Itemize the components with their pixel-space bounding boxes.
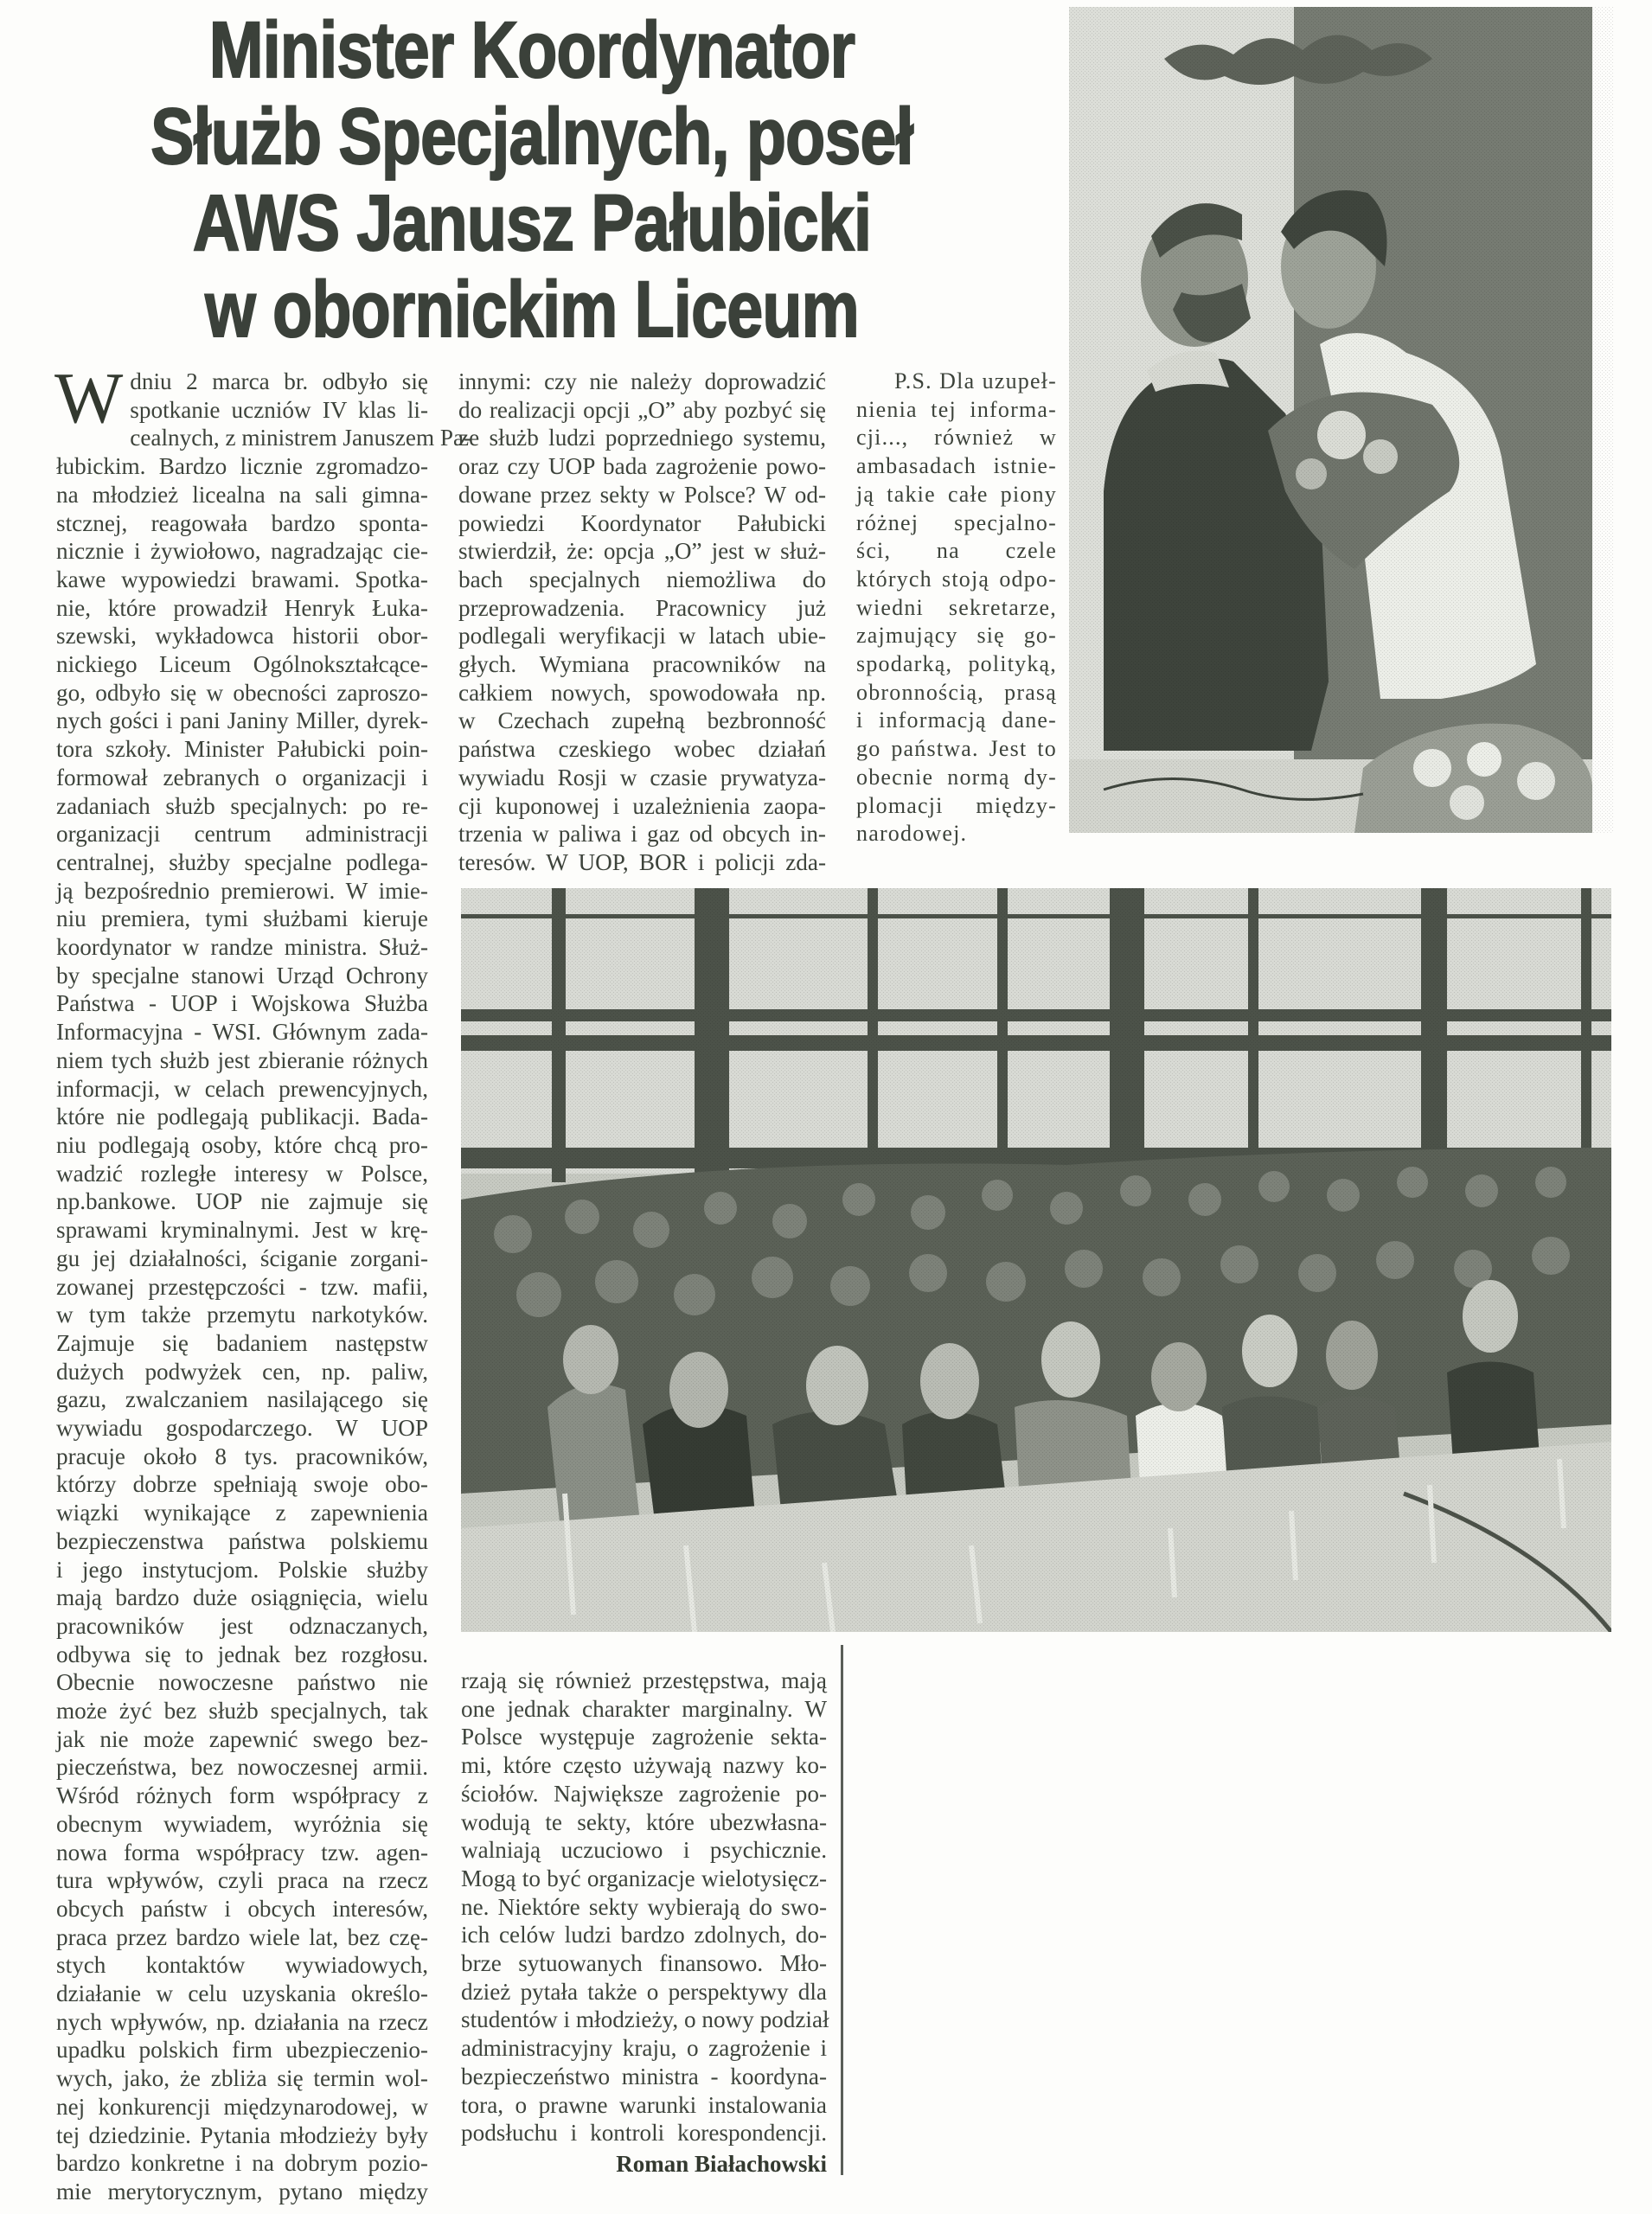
column-2-line: teresów. W UOP, BOR i policji zda- [458,848,826,875]
postscript-line: nienia tej informa- [856,396,1057,422]
column-2-line: państwa czeskiego wobec działań [458,736,826,763]
column-1-line: upadku polskich firm ubezpieczenio- [56,2037,428,2064]
column-1-line: wywiadu gospodarczego. W UOP [56,1415,428,1442]
column-1-line: nej konkurencji międzynarodowej, w [56,2093,428,2120]
column-1-line: koordynator w randze ministra. Służ- [56,934,428,961]
article-column-2-bottom [461,1667,827,2179]
postscript-line: plomacji między- [856,792,1057,818]
postscript-line: obecnie normą dy- [856,764,1057,790]
column-1-line: jak nie może zapewnić swego bez- [56,1725,428,1752]
column-1-line: i jego instytucjom. Polskie służby [56,1556,428,1583]
column-1-line: tura wpływów, czyli praca na rzecz [56,1867,428,1894]
column-1-line: niu podlegają osoby, które chcą pro- [56,1131,428,1158]
column-2-bottom-line: ich celów ludzi bardzo zdolnych, do- [461,1922,827,1948]
postscript-column [856,368,1057,848]
column-1-line: w tym także przemytu narkotyków. [56,1302,428,1328]
column-1-line: może żyć bez służb specjalnych, tak [56,1698,428,1724]
column-2-line: do realizacji opcji „O” aby pozbyć się [458,396,826,423]
column-1-line: mie merytorycznym, pytano między [56,2179,428,2204]
column-2-line: w Czechach zupełną bezbronność [458,707,826,734]
postscript-line: których stoją odpo- [856,566,1057,592]
postscript-line: narodowej. [856,821,968,847]
column-1-line: wiązki wynikające z zapewnienia [56,1500,428,1526]
column-1-line: na młodzież licealna na sali gimna- [56,481,428,508]
postscript-line: spodarką, polityką, [856,651,1057,677]
column-1-line: które nie podlegają publikacji. Bada- [56,1104,428,1130]
column-1-line: gu jej działalności, ściganie zorgani- [56,1245,428,1271]
column-1-line: nowa forma współpracy tzw. agen- [56,1839,428,1865]
column-1-line: cealnych, z ministrem Januszem Pa- [130,425,472,451]
column-2-bottom-line: ściołów. Największe zagrożenie po- [461,1780,827,1807]
column-1-line: dużych podwyżek cen, np. paliw, [56,1358,428,1385]
postscript-line: i informacją dane- [856,707,1057,733]
column-2-line: podlegali weryfikacji w latach ubie- [458,623,826,649]
column-1-line: nie, które prowadził Henryk Łuka- [56,594,428,621]
postscript-line: cji..., również w [856,425,1057,451]
column-1-line: Wśród różnych form współpracy z [56,1782,428,1809]
column-1-line: informacji, w celach prewencyjnych, [56,1075,428,1102]
column-1-line: Państwa - UOP i Wojskowa Służba [56,990,428,1017]
column-2-line: wywiadu Rosji w czasie prywatyza- [458,764,826,790]
column-2-bottom-lines [461,1667,827,2147]
column-1-line: centralnej, służby specjalne podlega- [56,848,428,875]
column-2-bottom-line: ne. Niektóre sekty wybierają do swo- [461,1893,827,1920]
column-1-line: bardzo konkretne i na dobrym pozio- [56,2150,428,2177]
column-1-line: obecnym wywiadem, wyróżnia się [56,1810,428,1837]
headline [17,7,1047,353]
column-1-line: spotkanie uczniów IV klas li- [130,396,428,423]
column-1-line: nych wpływów, np. działania na rzecz [56,2008,428,2035]
column-2-line: innymi: czy nie należy doprowadzić [458,368,826,394]
column-1-line: pracowników jest odznaczanych, [56,1612,428,1639]
column-1-line: mają bardzo duże osiągnięcia, wielu [56,1584,428,1611]
postscript-line: różnej specjalno- [856,509,1057,535]
postscript-line: ambasadach istnie- [856,453,1057,479]
column-1-line: niu premiera, tymi służbami kieruje [56,905,428,932]
column-1-line: zadaniach służb specjalnych: po re- [56,792,428,819]
column-rule [841,1645,843,2175]
column-2-bottom-line: administracyjny kraju, o zagrożenie i [461,2035,827,2062]
drop-cap: W [54,358,124,438]
column-1-line: ją bezpośrednio premierowi. W imie- [56,877,428,904]
postscript-line: ści, na czele [856,538,1057,564]
column-1-line: Informacyjna - WSI. Głównym zada- [56,1019,428,1046]
column-2-bottom-line: dzież pytała także o perspektywy dla [461,1978,827,2005]
column-2-line: bach specjalnych niemożliwa do [458,566,826,592]
column-1-line: odbywa się to jednak bez rozgłosu. [56,1641,428,1667]
column-1-line: bezpieczenstwa państwa polskiemu [56,1527,428,1554]
column-1-line: tej dziedzinie. Pytania młodzieży były [56,2121,428,2148]
column-2-line: trzenia w paliwa i gaz od obcych in- [458,821,826,848]
postscript-line: obronnością, prasą [856,679,1057,705]
column-2-line: przeprowadzenia. Pracownicy już [458,594,826,621]
column-2-bottom-line: rzają się również przestępstwa, mają [461,1667,827,1693]
column-1-line: nickiego Liceum Ogólnokształcące- [56,651,428,678]
column-2-line: powiedzi Koordynator Pałubicki [458,509,826,536]
column-1-line: Obecnie nowoczesne państwo nie [56,1669,428,1696]
column-2-top-lines [458,368,826,877]
postscript-line: wiedni sekretarze, [856,594,1057,620]
column-2-bottom-line: brze sytuowanych finansowo. Mło- [461,1950,827,1977]
column-1-line: działanie w celu uzyskania określo- [56,1980,428,2007]
column-2-line: cji kuponowej i uzależnienia zaopa- [458,792,826,819]
column-1-line: pracuje około 8 tys. pracowników, [56,1443,428,1469]
author-byline: Roman Białachowski [616,2150,827,2177]
column-2-line: ze służb ludzi poprzedniego systemu, [458,425,826,451]
column-1-line: zowanej przestępczości - tzw. mafii, [56,1273,428,1300]
column-1-line: dniu 2 marca br. odbyło się [130,368,428,394]
headline-line-2: Służb Specjalnych, poseł [150,93,913,181]
headline-line-4: w obornickim Liceum [205,266,859,354]
column-2-line: całkiem nowych, spowodowała np. [458,679,826,706]
column-2-bottom-line: Polsce występuje zagrożenie sekta- [461,1724,827,1750]
column-1-line: kawe wypowiedzi brawami. Spotka- [56,566,428,592]
column-1-line: pieczeństwa, bez nowoczesnej armii. [56,1754,428,1781]
column-2-bottom-line: mi, które często używają nazwy ko- [461,1752,827,1779]
column-2-bottom-line: bezpieczeństwo ministra - koordyna- [461,2063,827,2089]
column-2-line: dowane przez sekty w Polsce? W od- [458,481,826,508]
column-2-bottom-line: wodują te sekty, które ubezwłasna- [461,1808,827,1835]
column-1-line: nych gości i pani Janiny Miller, dyrek- [56,707,428,734]
column-1-line: wadzić rozległe interesy w Polsce, [56,1160,428,1187]
postscript-line: ją takie całe piony [856,481,1057,507]
column-1-lines [54,358,472,2206]
postscript-line: zajmujący się go- [856,623,1057,649]
column-1-line: obcych państw i obcych interesów, [56,1895,428,1922]
headline-line-3: AWS Janusz Pałubicki [192,179,872,267]
photo-flower-presentation-image [1069,7,1614,833]
headline-line-1: Minister Koordynator [208,6,855,94]
postscript-lines [856,368,1057,848]
column-1-line: gazu, zwalczaniem nasilającego się [56,1386,428,1413]
column-1-line: szewski, wykładowca historii obor- [56,623,428,649]
article-column-2-top [458,368,826,877]
postscript-line: go państwa. Jest to [856,736,1057,762]
column-1-line: którzy dobrze spełniają swoje obo- [56,1471,428,1498]
column-1-line: praca przez bardzo wiele lat, bez czę- [56,1923,428,1950]
column-1-line: wych, jako, że zbliża się termin wol- [56,2065,428,2092]
column-2-line: głych. Wymiana pracowników na [458,651,826,678]
column-2-bottom-line: Mogą to być organizacje wielotysięcz- [461,1865,827,1891]
postscript-line: P.S. Dla uzupeł- [894,368,1057,394]
column-1-line: go, odbyło się w obecności zaproszo- [56,679,428,706]
column-1-line: łubickim. Bardzo licznie zgromadzo- [56,453,428,480]
column-1-line: stych kontaktów wywiadowych, [56,1952,428,1979]
column-1-line: by specjalne stanowi Urząd Ochrony [56,962,428,989]
column-1-line: nicznie i żywiołowo, nagradzając cie- [56,538,428,565]
column-2-line: oraz czy UOP bada zagrożenie powo- [458,453,826,480]
column-1-line: Zajmuje się badaniem następstw [56,1329,428,1356]
article-column-1 [54,358,472,2206]
photo-audience-image [461,888,1611,1632]
column-2-bottom-line: podsłuchu i kontroli korespondencji. [461,2120,827,2147]
photo-audience [461,888,1611,1632]
column-2-line: stwierdził, że: opcja „O” jest w służ- [458,538,826,565]
column-2-bottom-line: studentów i młodzieży, o nowy podział [461,2006,829,2033]
column-1-line: formował zebranych o organizacji i [56,764,428,790]
column-2-bottom-line: walniają uczuciowo i psychicznie. [461,1837,827,1864]
column-1-line: np.bankowe. UOP nie zajmuje się [56,1188,428,1215]
column-1-line: niem tych służb jest zbieranie różnych [56,1046,428,1073]
column-2-bottom-line: tora, o prawne warunki instalowania [461,2091,827,2118]
photo-flower-presentation [1069,7,1614,833]
column-1-line: tora szkoły. Minister Pałubicki poin- [56,736,428,763]
column-1-line: organizacji centrum administracji [56,821,428,848]
column-1-line: sprawami kryminalnymi. Jest w krę- [56,1217,428,1244]
column-2-bottom-line: one jednak charakter marginalny. W [461,1695,827,1722]
column-1-line: stcznej, reagowała bardzo sponta- [56,509,428,536]
